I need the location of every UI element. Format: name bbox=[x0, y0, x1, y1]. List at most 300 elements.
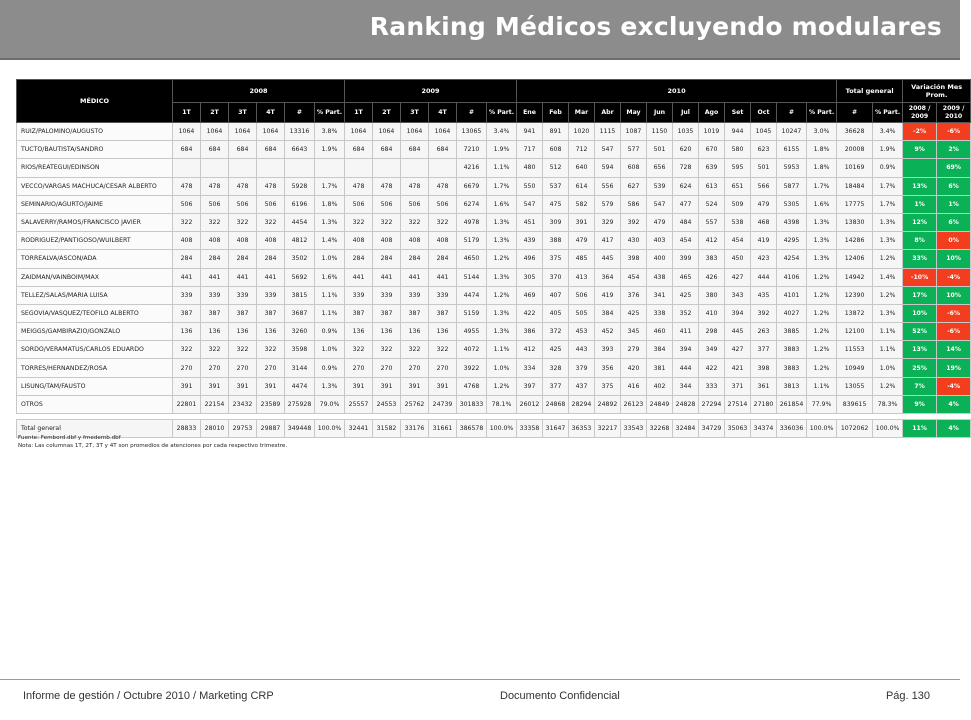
cell-2010: 427 bbox=[725, 341, 751, 359]
cell-2010: 445 bbox=[725, 323, 751, 341]
cell-2010: 386 bbox=[517, 323, 543, 341]
cell-2008: 4812 bbox=[285, 232, 315, 250]
variation-2008-2009: -10% bbox=[903, 268, 937, 286]
cell-2010: 670 bbox=[699, 141, 725, 159]
cell-2008: 339 bbox=[257, 286, 285, 304]
cell-2008 bbox=[229, 159, 257, 177]
variation-2009-2010: 6% bbox=[937, 213, 971, 231]
cell-2009: 441 bbox=[373, 268, 401, 286]
cell-2008: 441 bbox=[201, 268, 229, 286]
cell-2009: 284 bbox=[401, 250, 429, 268]
cell-2009: 4978 bbox=[457, 213, 487, 231]
cell-total: 20008 bbox=[837, 141, 873, 159]
cell-2008: 339 bbox=[173, 286, 201, 304]
variation-2009-2010: 10% bbox=[937, 286, 971, 304]
cell-2010: 405 bbox=[543, 304, 569, 322]
cell-2010: 26123 bbox=[621, 395, 647, 413]
variation-2008-2009: 33% bbox=[903, 250, 937, 268]
cell-2010: 550 bbox=[517, 177, 543, 195]
cell-2008: 284 bbox=[201, 250, 229, 268]
cell-2008: 136 bbox=[257, 323, 285, 341]
variation-2009-2010: -6% bbox=[937, 123, 971, 141]
cell-2009: 136 bbox=[401, 323, 429, 341]
cell-2010: 566 bbox=[751, 177, 777, 195]
cell-2010: 728 bbox=[673, 159, 699, 177]
cell-2009 bbox=[345, 159, 373, 177]
cell-2009: 31661 bbox=[429, 420, 457, 438]
cell-2008: 29753 bbox=[229, 420, 257, 438]
cell-2010: 352 bbox=[673, 304, 699, 322]
cell-2009: 506 bbox=[429, 195, 457, 213]
cell-2010: 1.3% bbox=[807, 213, 837, 231]
cell-2010: 393 bbox=[595, 341, 621, 359]
cell-2010: 620 bbox=[673, 141, 699, 159]
cell-2010: 537 bbox=[543, 177, 569, 195]
cell-2009: 270 bbox=[429, 359, 457, 377]
cell-2010: 419 bbox=[595, 286, 621, 304]
cell-2010: 452 bbox=[595, 323, 621, 341]
cell-2008: 1.8% bbox=[315, 195, 345, 213]
medico-header: MÉDICO bbox=[17, 80, 173, 123]
col-header-variation-1: 2009 / 2010 bbox=[937, 103, 971, 123]
cell-2010: 33543 bbox=[621, 420, 647, 438]
cell-2008: 408 bbox=[201, 232, 229, 250]
cell-2008: 23589 bbox=[257, 395, 285, 413]
cell-total: 1.1% bbox=[873, 341, 903, 359]
cell-2008: 506 bbox=[257, 195, 285, 213]
table-row bbox=[17, 323, 971, 341]
variation-2008-2009: 52% bbox=[903, 323, 937, 341]
cell-2010: 371 bbox=[725, 377, 751, 395]
cell-2010: 509 bbox=[725, 195, 751, 213]
table-row bbox=[17, 159, 971, 177]
cell-2010: 5877 bbox=[777, 177, 807, 195]
variation-2009-2010: 14% bbox=[937, 341, 971, 359]
variation-2009-2010: -4% bbox=[937, 377, 971, 395]
variation-2009-2010: 4% bbox=[937, 420, 971, 438]
cell-2009: 391 bbox=[373, 377, 401, 395]
cell-2010: 3.0% bbox=[807, 123, 837, 141]
cell-2010: 77.9% bbox=[807, 395, 837, 413]
col-header-2009-5: % Part. bbox=[487, 103, 517, 123]
col-header-total-0: # bbox=[837, 103, 873, 123]
doctor-name: SALAVERRY/RAMOS/FRANCISCO JAVIER bbox=[17, 213, 173, 231]
cell-2008: 387 bbox=[257, 304, 285, 322]
cell-2008: 284 bbox=[229, 250, 257, 268]
cell-2010: 416 bbox=[621, 377, 647, 395]
variation-2009-2010: 10% bbox=[937, 250, 971, 268]
cell-2010: 454 bbox=[621, 268, 647, 286]
cell-2010: 547 bbox=[647, 195, 673, 213]
cell-2010: 372 bbox=[543, 323, 569, 341]
cell-2008 bbox=[315, 159, 345, 177]
doctor-name: SEMINARIO/AGURTO/JAIME bbox=[17, 195, 173, 213]
cell-2010: 438 bbox=[647, 268, 673, 286]
cell-2010: 410 bbox=[699, 304, 725, 322]
variation-2008-2009 bbox=[903, 159, 937, 177]
doctor-name: VECCO/VARGAS MACHUCA/CESAR ALBERTO bbox=[17, 177, 173, 195]
cell-2008: 1.9% bbox=[315, 141, 345, 159]
cell-total: 36628 bbox=[837, 123, 873, 141]
cell-total: 13055 bbox=[837, 377, 873, 395]
cell-2008: 270 bbox=[201, 359, 229, 377]
cell-2009: 7210 bbox=[457, 141, 487, 159]
cell-2008: 1.6% bbox=[315, 268, 345, 286]
cell-total: 1.7% bbox=[873, 177, 903, 195]
cell-2010: 1.8% bbox=[807, 159, 837, 177]
cell-total: 1.2% bbox=[873, 377, 903, 395]
cell-2009: 408 bbox=[429, 232, 457, 250]
cell-2008: 349448 bbox=[285, 420, 315, 438]
table-row bbox=[17, 141, 971, 159]
cell-2010: 891 bbox=[543, 123, 569, 141]
cell-2009: 684 bbox=[401, 141, 429, 159]
cell-2008: 322 bbox=[257, 341, 285, 359]
variation-2009-2010: 0% bbox=[937, 232, 971, 250]
cell-total: 13872 bbox=[837, 304, 873, 322]
cell-2008: 3.8% bbox=[315, 123, 345, 141]
cell-2008: 13316 bbox=[285, 123, 315, 141]
cell-2009: 1.3% bbox=[487, 268, 517, 286]
cell-2010: 4101 bbox=[777, 286, 807, 304]
cell-2008: 284 bbox=[257, 250, 285, 268]
variation-2008-2009: 9% bbox=[903, 395, 937, 413]
variation-2009-2010: 6% bbox=[937, 177, 971, 195]
cell-total: 11553 bbox=[837, 341, 873, 359]
cell-2010: 411 bbox=[673, 323, 699, 341]
cell-2010: 381 bbox=[647, 359, 673, 377]
cell-2010: 944 bbox=[725, 123, 751, 141]
cell-2010: 1087 bbox=[621, 123, 647, 141]
cell-2009: 1.2% bbox=[487, 286, 517, 304]
cell-2008: 1064 bbox=[201, 123, 229, 141]
cell-2009: 33176 bbox=[401, 420, 429, 438]
cell-2008: 684 bbox=[257, 141, 285, 159]
cell-2009: 391 bbox=[429, 377, 457, 395]
cell-2010: 427 bbox=[725, 268, 751, 286]
cell-2010: 539 bbox=[647, 177, 673, 195]
cell-total: 100.0% bbox=[873, 420, 903, 438]
cell-2009: 136 bbox=[373, 323, 401, 341]
cell-2010: 398 bbox=[621, 250, 647, 268]
cell-2010: 435 bbox=[751, 286, 777, 304]
cell-2008: 28833 bbox=[173, 420, 201, 438]
cell-2009: 506 bbox=[401, 195, 429, 213]
variacion-header: Variación Mes Prom. bbox=[903, 80, 971, 103]
cell-2010: 364 bbox=[595, 268, 621, 286]
cell-2009: 322 bbox=[373, 341, 401, 359]
cell-2009: 284 bbox=[429, 250, 457, 268]
cell-2008: 339 bbox=[201, 286, 229, 304]
cell-2008: 506 bbox=[173, 195, 201, 213]
variation-2009-2010: 69% bbox=[937, 159, 971, 177]
col-header-2010-8: Set bbox=[725, 103, 751, 123]
cell-2010: 1.2% bbox=[807, 286, 837, 304]
cell-2009: 4216 bbox=[457, 159, 487, 177]
cell-2008: 136 bbox=[229, 323, 257, 341]
cell-total: 14286 bbox=[837, 232, 873, 250]
cell-2008: 3687 bbox=[285, 304, 315, 322]
cell-2009: 387 bbox=[429, 304, 457, 322]
cell-2010: 465 bbox=[673, 268, 699, 286]
cell-2009: 1.0% bbox=[487, 359, 517, 377]
variation-2009-2010: 19% bbox=[937, 359, 971, 377]
doctor-name: Total general bbox=[17, 420, 173, 438]
cell-2009: 24553 bbox=[373, 395, 401, 413]
cell-2010: 27514 bbox=[725, 395, 751, 413]
cell-2009: 78.1% bbox=[487, 395, 517, 413]
ranking-table bbox=[16, 79, 971, 438]
cell-2010: 477 bbox=[673, 195, 699, 213]
cell-2009: 32441 bbox=[345, 420, 373, 438]
cell-2010: 413 bbox=[569, 268, 595, 286]
cell-2010: 298 bbox=[699, 323, 725, 341]
cell-2008: 29887 bbox=[257, 420, 285, 438]
variation-2008-2009: 11% bbox=[903, 420, 937, 438]
cell-2010: 1150 bbox=[647, 123, 673, 141]
cell-2010: 479 bbox=[751, 195, 777, 213]
col-header-2008-1: 2T bbox=[201, 103, 229, 123]
cell-2009: 1.1% bbox=[487, 159, 517, 177]
table-row bbox=[17, 195, 971, 213]
cell-2010: 402 bbox=[647, 377, 673, 395]
cell-2008: 684 bbox=[173, 141, 201, 159]
col-header-2010-4: May bbox=[621, 103, 647, 123]
cell-2010: 377 bbox=[543, 377, 569, 395]
cell-2009: 322 bbox=[401, 213, 429, 231]
cell-2010: 1020 bbox=[569, 123, 595, 141]
cell-2010: 422 bbox=[699, 359, 725, 377]
cell-2010: 425 bbox=[673, 286, 699, 304]
cell-2010: 505 bbox=[569, 304, 595, 322]
cell-2010: 375 bbox=[595, 377, 621, 395]
cell-2008: 391 bbox=[257, 377, 285, 395]
cell-2009: 301833 bbox=[457, 395, 487, 413]
cell-2008: 387 bbox=[201, 304, 229, 322]
cell-2008: 3598 bbox=[285, 341, 315, 359]
cell-2008: 322 bbox=[229, 341, 257, 359]
cell-2010: 717 bbox=[517, 141, 543, 159]
col-header-2009-2: 3T bbox=[401, 103, 429, 123]
cell-2009: 1.2% bbox=[487, 377, 517, 395]
cell-2008 bbox=[285, 159, 315, 177]
cell-total: 1.2% bbox=[873, 250, 903, 268]
cell-2009: 339 bbox=[373, 286, 401, 304]
cell-2010: 624 bbox=[673, 177, 699, 195]
cell-2010: 334 bbox=[517, 359, 543, 377]
table-row bbox=[17, 250, 971, 268]
cell-2009: 391 bbox=[401, 377, 429, 395]
cell-2008 bbox=[201, 159, 229, 177]
cell-2010: 1.2% bbox=[807, 304, 837, 322]
variation-2008-2009: 9% bbox=[903, 141, 937, 159]
cell-total: 12390 bbox=[837, 286, 873, 304]
cell-2010: 344 bbox=[673, 377, 699, 395]
cell-2009: 339 bbox=[429, 286, 457, 304]
cell-2010: 384 bbox=[595, 304, 621, 322]
cell-2009: 1064 bbox=[373, 123, 401, 141]
cell-2008: 0.9% bbox=[315, 323, 345, 341]
cell-2009: 322 bbox=[345, 341, 373, 359]
cell-2008: 339 bbox=[229, 286, 257, 304]
variation-2008-2009: -2% bbox=[903, 123, 937, 141]
variation-2008-2009: 17% bbox=[903, 286, 937, 304]
cell-2010: 623 bbox=[751, 141, 777, 159]
cell-2009: 478 bbox=[345, 177, 373, 195]
cell-2010: 421 bbox=[725, 359, 751, 377]
column-note: Nota: Las columnas 1T, 2T, 3T y 4T son promedios de atenciones por cada respectivo trimestre. bbox=[18, 443, 288, 449]
cell-2010: 1035 bbox=[673, 123, 699, 141]
footer-divider bbox=[0, 679, 960, 680]
variation-2009-2010: -6% bbox=[937, 323, 971, 341]
col-header-2010-11: % Part. bbox=[807, 103, 837, 123]
table-row bbox=[17, 268, 971, 286]
cell-2010: 1.2% bbox=[807, 359, 837, 377]
cell-2010: 392 bbox=[621, 213, 647, 231]
cell-2010: 391 bbox=[569, 213, 595, 231]
cell-2008: 1.1% bbox=[315, 304, 345, 322]
variation-2009-2010: 4% bbox=[937, 395, 971, 413]
cell-2008: 5928 bbox=[285, 177, 315, 195]
cell-2010: 640 bbox=[569, 159, 595, 177]
cell-2009: 6679 bbox=[457, 177, 487, 195]
variation-2008-2009: 12% bbox=[903, 213, 937, 231]
cell-2008: 478 bbox=[201, 177, 229, 195]
doctor-name: TORRES/HERNANDEZ/ROSA bbox=[17, 359, 173, 377]
cell-2008: 478 bbox=[173, 177, 201, 195]
cell-2010: 557 bbox=[699, 213, 725, 231]
cell-2008: 1064 bbox=[173, 123, 201, 141]
variation-2008-2009: 8% bbox=[903, 232, 937, 250]
cell-2010: 36353 bbox=[569, 420, 595, 438]
cell-2010: 28294 bbox=[569, 395, 595, 413]
cell-2008: 0.9% bbox=[315, 359, 345, 377]
cell-2008: 1.3% bbox=[315, 377, 345, 395]
cell-2010: 627 bbox=[621, 177, 647, 195]
cell-2008 bbox=[257, 159, 285, 177]
cell-2008: 391 bbox=[173, 377, 201, 395]
cell-2009: 441 bbox=[401, 268, 429, 286]
cell-2008: 23432 bbox=[229, 395, 257, 413]
cell-2010: 586 bbox=[621, 195, 647, 213]
cell-2010: 1019 bbox=[699, 123, 725, 141]
footer-report-info: Informe de gestión / Octubre 2010 / Marketing CRP bbox=[23, 690, 274, 702]
col-header-2010-7: Ago bbox=[699, 103, 725, 123]
cell-2008: 322 bbox=[257, 213, 285, 231]
cell-2009: 684 bbox=[429, 141, 457, 159]
cell-2010: 305 bbox=[517, 268, 543, 286]
cell-2010: 651 bbox=[725, 177, 751, 195]
cell-2009: 270 bbox=[345, 359, 373, 377]
cell-2010: 4027 bbox=[777, 304, 807, 322]
cell-2009: 391 bbox=[345, 377, 373, 395]
cell-2010: 582 bbox=[569, 195, 595, 213]
cell-2009: 25557 bbox=[345, 395, 373, 413]
doctor-name: TELLEZ/SALAS/MARIA LUISA bbox=[17, 286, 173, 304]
cell-2010: 1.7% bbox=[807, 177, 837, 195]
cell-2010: 468 bbox=[751, 213, 777, 231]
cell-2009: 322 bbox=[401, 341, 429, 359]
cell-2010: 5305 bbox=[777, 195, 807, 213]
table-body bbox=[17, 123, 971, 438]
cell-2010: 4398 bbox=[777, 213, 807, 231]
cell-2010: 614 bbox=[569, 177, 595, 195]
cell-2010: 419 bbox=[751, 232, 777, 250]
cell-2010: 379 bbox=[569, 359, 595, 377]
cell-2010: 1115 bbox=[595, 123, 621, 141]
cell-total: 1.3% bbox=[873, 304, 903, 322]
cell-2009: 3.4% bbox=[487, 123, 517, 141]
cell-2008: 275928 bbox=[285, 395, 315, 413]
cell-2009: 1.7% bbox=[487, 177, 517, 195]
cell-2010: 594 bbox=[595, 159, 621, 177]
cell-2010: 480 bbox=[517, 159, 543, 177]
cell-2008: 1.0% bbox=[315, 250, 345, 268]
col-header-2008-4: # bbox=[285, 103, 315, 123]
cell-2009: 3922 bbox=[457, 359, 487, 377]
cell-2010: 579 bbox=[595, 195, 621, 213]
cell-2010: 1.6% bbox=[807, 195, 837, 213]
cell-2008: 1064 bbox=[257, 123, 285, 141]
cell-2009: 6274 bbox=[457, 195, 487, 213]
variation-2009-2010: -6% bbox=[937, 304, 971, 322]
doctor-name: SEGOVIA/VASQUEZ/TEOFILO ALBERTO bbox=[17, 304, 173, 322]
table-row bbox=[17, 304, 971, 322]
cell-2008: 408 bbox=[229, 232, 257, 250]
cell-2009: 4650 bbox=[457, 250, 487, 268]
variation-2008-2009: 7% bbox=[903, 377, 937, 395]
variation-2008-2009: 1% bbox=[903, 195, 937, 213]
col-header-2010-2: Mar bbox=[569, 103, 595, 123]
cell-2010: 1.1% bbox=[807, 377, 837, 395]
cell-2010: 377 bbox=[751, 341, 777, 359]
variation-2008-2009: 13% bbox=[903, 177, 937, 195]
col-header-2008-5: % Part. bbox=[315, 103, 345, 123]
cell-2010: 24828 bbox=[673, 395, 699, 413]
cell-2010: 10247 bbox=[777, 123, 807, 141]
cell-2010: 454 bbox=[673, 232, 699, 250]
cell-2008: 28010 bbox=[201, 420, 229, 438]
cell-2009: 322 bbox=[373, 213, 401, 231]
cell-2010: 32484 bbox=[673, 420, 699, 438]
cell-2010: 394 bbox=[673, 341, 699, 359]
cell-2010: 450 bbox=[725, 250, 751, 268]
cell-2010: 547 bbox=[595, 141, 621, 159]
doctor-name: RUIZ/PALOMINO/AUGUSTO bbox=[17, 123, 173, 141]
cell-2009: 684 bbox=[345, 141, 373, 159]
cell-2008: 4474 bbox=[285, 377, 315, 395]
cell-total: 1.0% bbox=[873, 359, 903, 377]
col-header-total-1: % Part. bbox=[873, 103, 903, 123]
cell-2010: 4106 bbox=[777, 268, 807, 286]
variation-2009-2010: 2% bbox=[937, 141, 971, 159]
cell-2010: 263 bbox=[751, 323, 777, 341]
col-header-2009-1: 2T bbox=[373, 103, 401, 123]
cell-total: 1.1% bbox=[873, 323, 903, 341]
cell-2010: 26012 bbox=[517, 395, 543, 413]
cell-2010: 309 bbox=[543, 213, 569, 231]
footer-page-number: Pág. 130 bbox=[885, 690, 930, 702]
cell-2008: 322 bbox=[173, 213, 201, 231]
cell-2009: 441 bbox=[345, 268, 373, 286]
cell-total: 10949 bbox=[837, 359, 873, 377]
cell-2009: 478 bbox=[373, 177, 401, 195]
cell-2010: 712 bbox=[569, 141, 595, 159]
col-header-2010-9: Oct bbox=[751, 103, 777, 123]
col-header-2010-0: Ene bbox=[517, 103, 543, 123]
cell-2009: 5159 bbox=[457, 304, 487, 322]
cell-2010: 479 bbox=[569, 232, 595, 250]
